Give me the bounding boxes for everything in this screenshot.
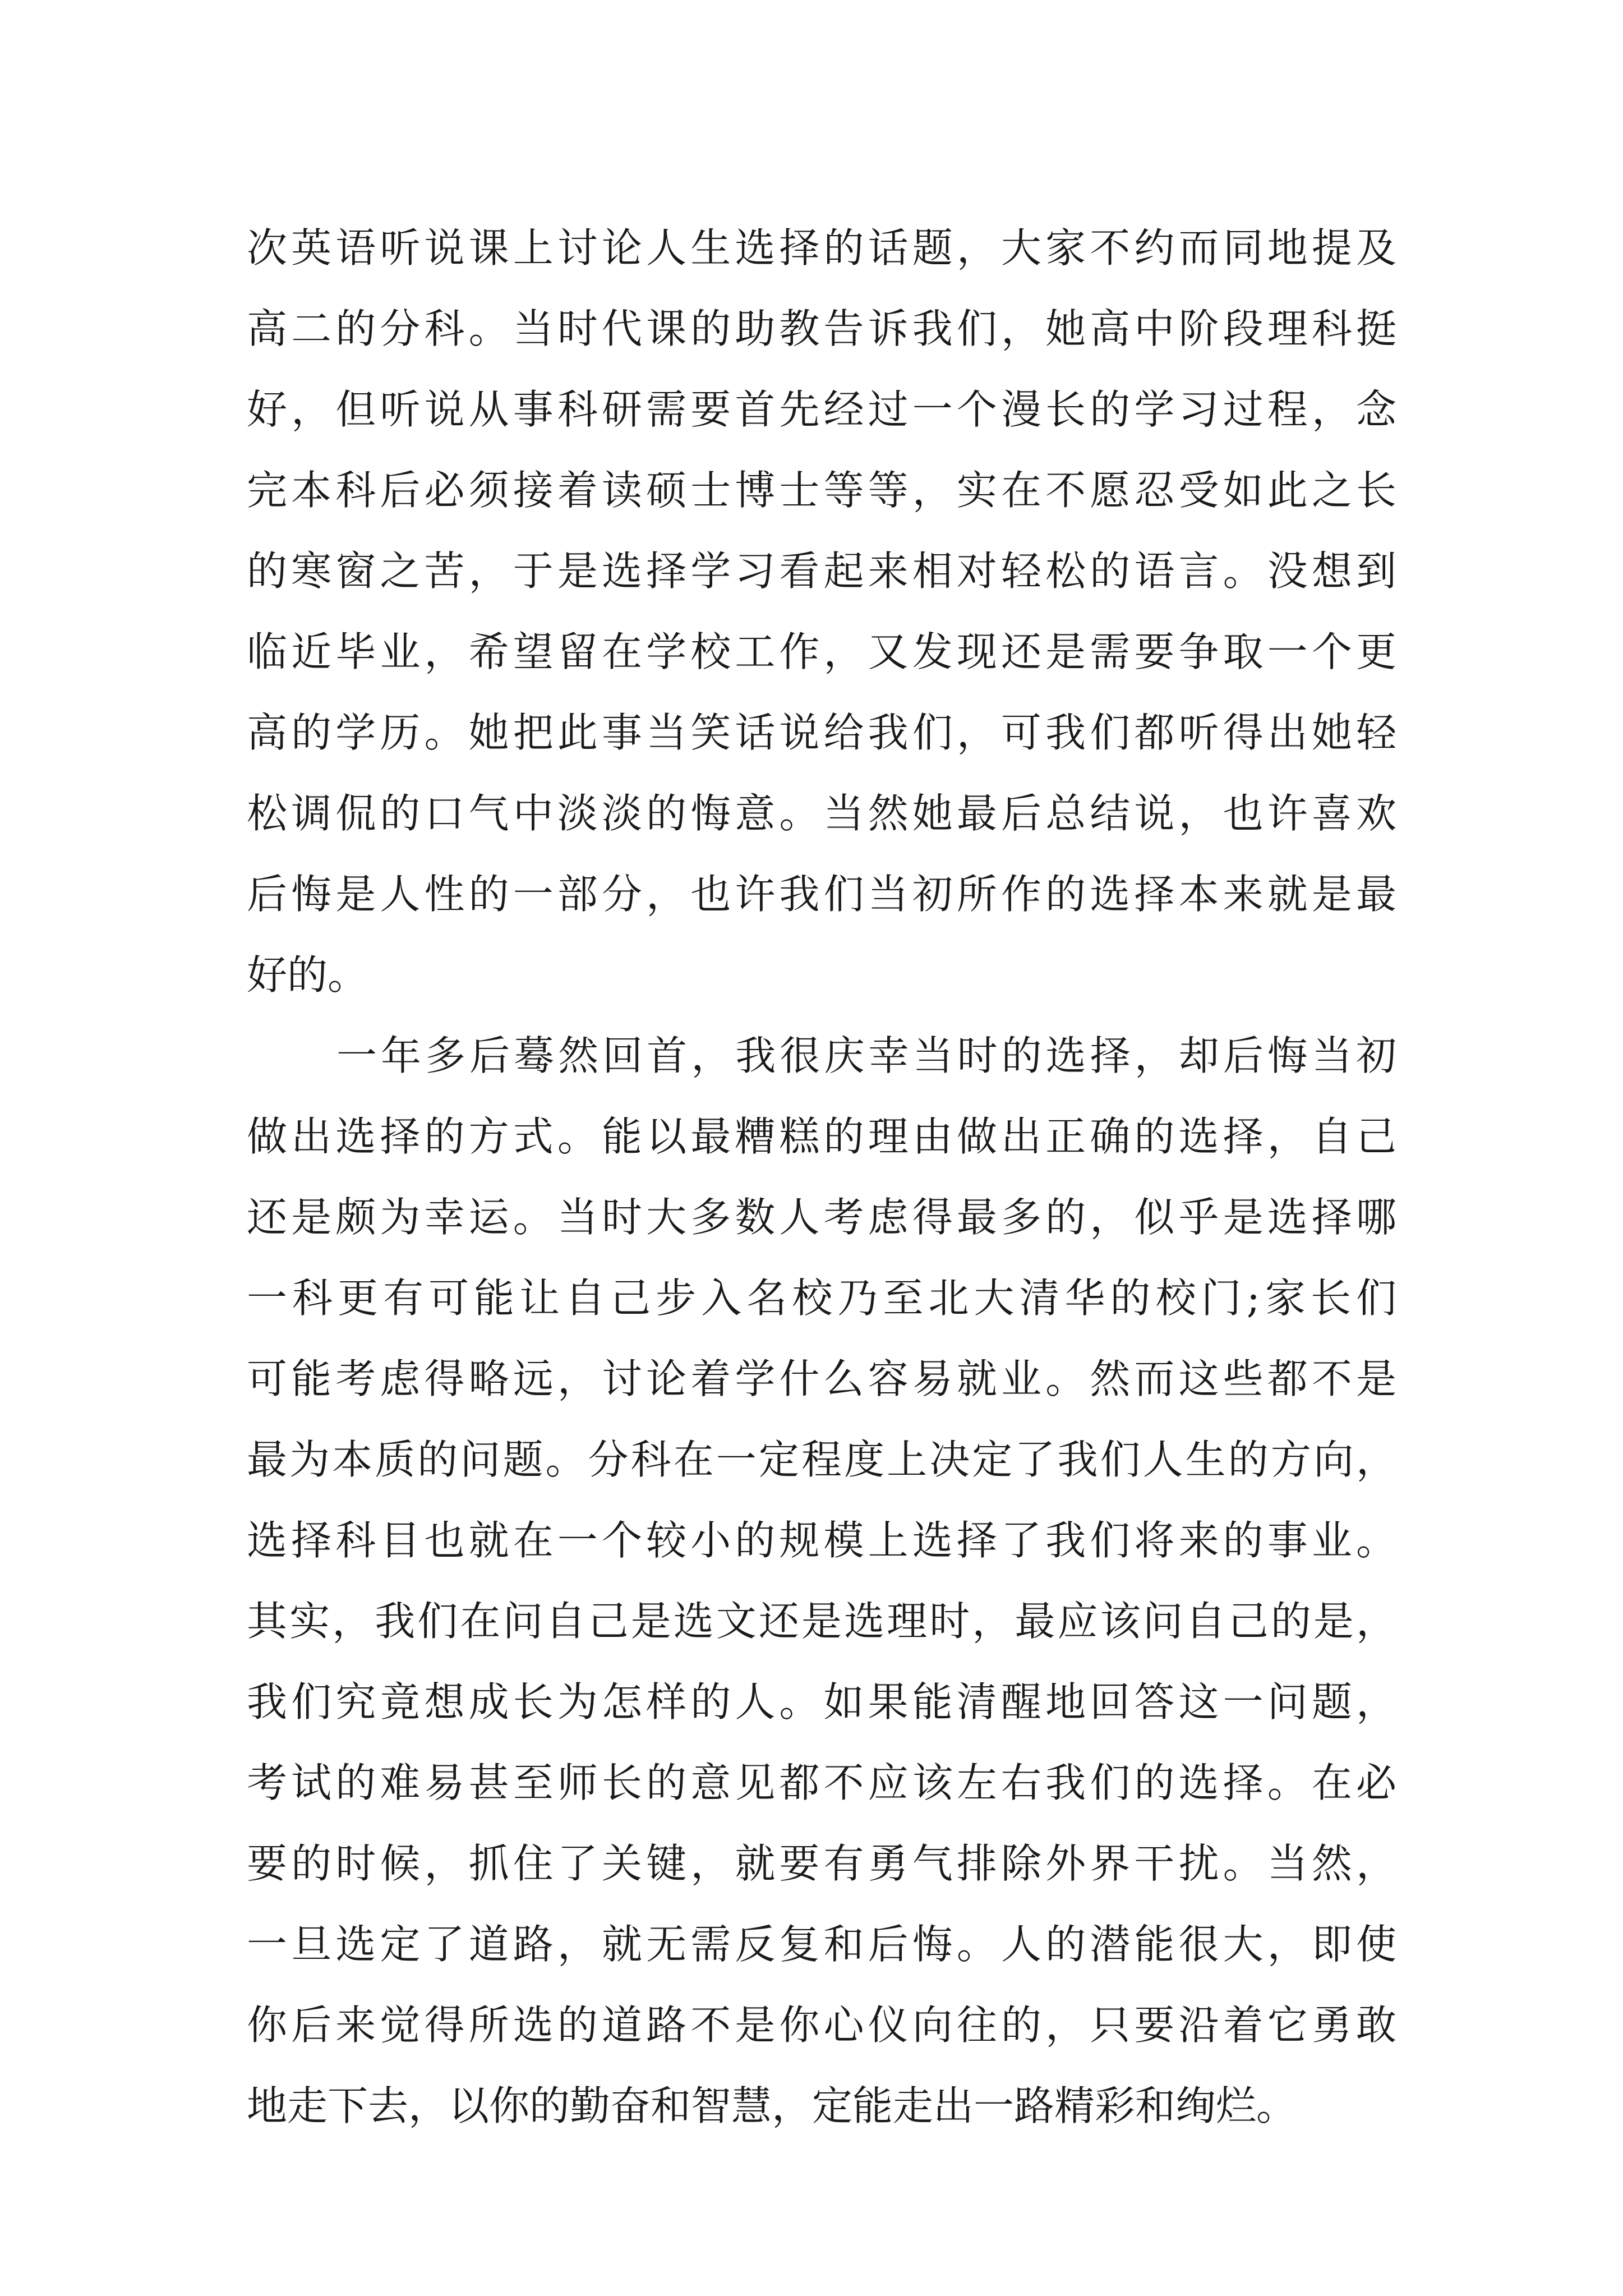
- paragraph-1: [247, 208, 1396, 1015]
- text-line: 一科更有可能让自己步入名校乃至北大清华的校门;家长们: [247, 1274, 1396, 1322]
- text-line: 的寒窗之苦，于是选择学习看起来相对轻松的语言。没想到: [247, 547, 1396, 595]
- text-line: 要的时候，抓住了关键，就要有勇气排除外界干扰。当然，: [247, 1840, 1396, 1887]
- text-line: 好，但听说从事科研需要首先经过一个漫长的学习过程，念: [247, 386, 1396, 433]
- text-line: 好的。: [247, 951, 368, 999]
- text-line: 高的学历。她把此事当笑话说给我们，可我们都听得出她轻: [247, 709, 1396, 756]
- text-line: 我们究竟想成长为怎样的人。如果能清醒地回答这一问题，: [247, 1678, 1396, 1726]
- text-line: 完本科后必须接着读硕士博士等等，实在不愿忍受如此之长: [247, 467, 1396, 514]
- text-line: 次英语听说课上讨论人生选择的话题，大家不约而同地提及: [247, 224, 1396, 272]
- text-line: 最为本质的问题。分科在一定程度上决定了我们人生的方向，: [247, 1436, 1396, 1483]
- document-body: [247, 208, 1396, 2146]
- paragraph-2: [247, 1015, 1396, 2146]
- text-line: 一年多后蓦然回首，我很庆幸当时的选择，却后悔当初: [336, 1032, 1396, 1079]
- text-line: 你后来觉得所选的道路不是你心仪向往的，只要沿着它勇敢: [247, 2001, 1396, 2049]
- text-line: 做出选择的方式。能以最糟糕的理由做出正确的选择，自己: [247, 1113, 1396, 1160]
- text-line: 后悔是人性的一部分，也许我们当初所作的选择本来就是最: [247, 871, 1396, 918]
- text-line: 松调侃的口气中淡淡的悔意。当然她最后总结说，也许喜欢: [247, 790, 1396, 837]
- text-line: 高二的分科。当时代课的助教告诉我们，她高中阶段理科挺: [247, 305, 1396, 352]
- text-line: 选择科目也就在一个较小的规模上选择了我们将来的事业。: [247, 1517, 1396, 1564]
- text-line: 一旦选定了道路，就无需反复和后悔。人的潜能很大，即使: [247, 1921, 1396, 1968]
- text-line: 考试的难易甚至师长的意见都不应该左右我们的选择。在必: [247, 1759, 1396, 1806]
- text-line: 其实，我们在问自己是选文还是选理时，最应该问自己的是，: [247, 1598, 1396, 1645]
- text-line: 还是颇为幸运。当时大多数人考虑得最多的，似乎是选择哪: [247, 1194, 1396, 1241]
- text-line: 可能考虑得略远，讨论着学什么容易就业。然而这些都不是: [247, 1355, 1396, 1402]
- text-line: 地走下去，以你的勤奋和智慧，定能走出一路精彩和绚烂。: [247, 2082, 1297, 2129]
- text-line: 临近毕业，希望留在学校工作，又发现还是需要争取一个更: [247, 628, 1396, 675]
